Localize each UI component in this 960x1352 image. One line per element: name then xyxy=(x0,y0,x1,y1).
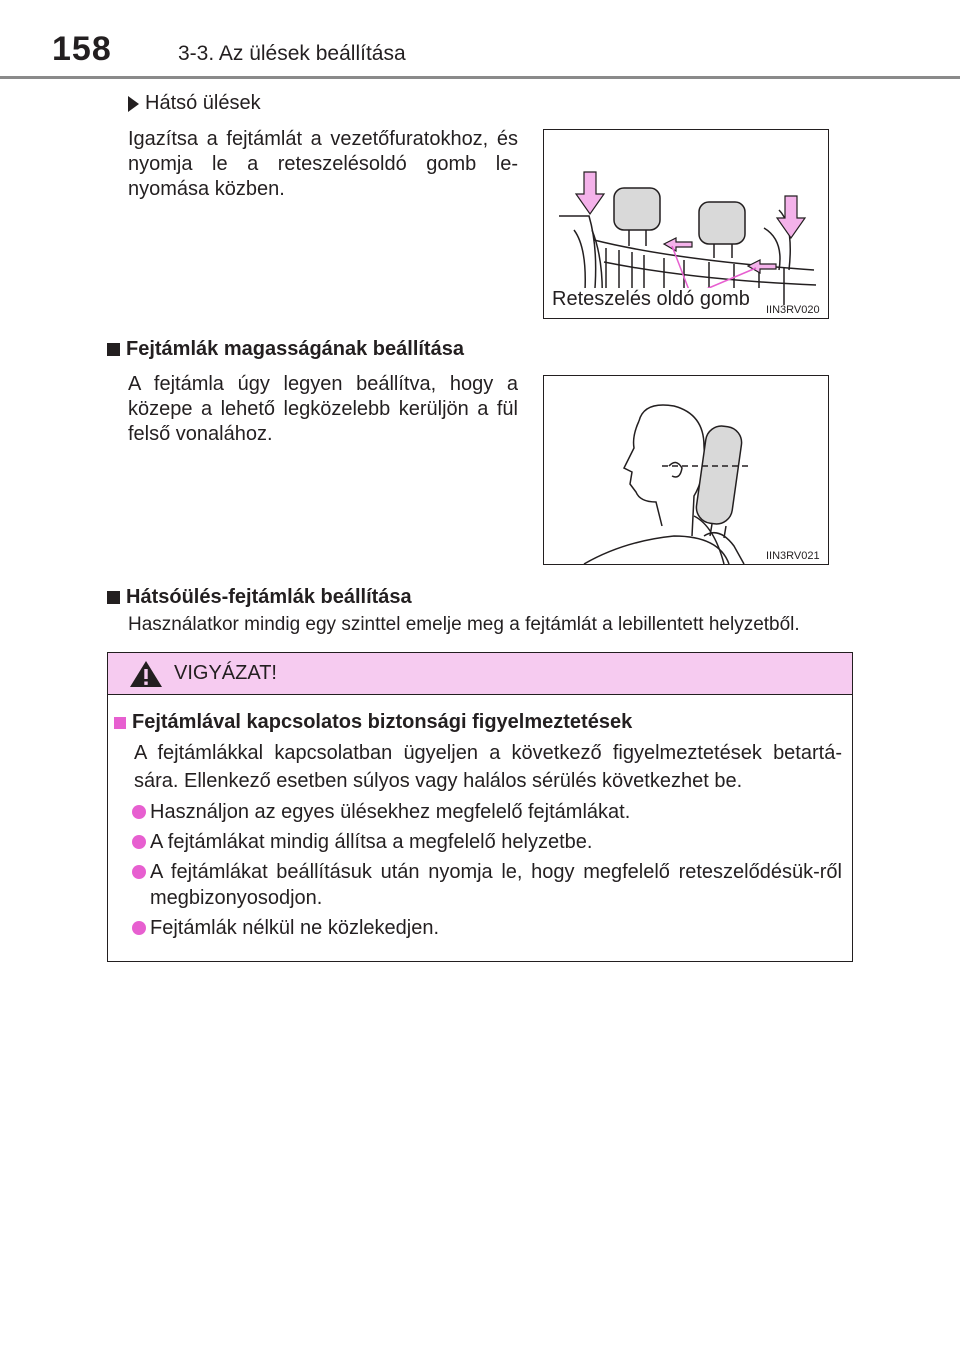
header-divider xyxy=(0,76,960,79)
caution-bullet xyxy=(132,829,842,855)
square-bullet-icon xyxy=(107,591,120,604)
height-adjust-heading xyxy=(107,338,464,361)
caution-heading xyxy=(114,711,632,734)
rear-headrest-text: Használatkor mindig egy szinttel emelje meg a fejtámlát a lebillentett helyzetből. xyxy=(128,614,800,635)
square-bullet-icon xyxy=(114,717,126,729)
bullet-dot-icon xyxy=(132,805,146,819)
square-bullet-icon xyxy=(107,343,120,356)
height-adjust-text: A fejtámla úgy legyen beállítva, hogy a közepe a lehető legközelebb kerüljön a fül felső vonalához. xyxy=(128,373,518,445)
section-title: 3-3. Az ülések beállítása xyxy=(178,42,406,65)
caution-title: VIGYÁZAT! xyxy=(174,662,277,684)
caution-bullet xyxy=(132,859,842,911)
rear-headrest-heading-text: Hátsóülés-fejtámlák beállítása xyxy=(126,586,412,608)
bullet-dot-icon xyxy=(132,865,146,879)
caution-bullet-text: Fejtámlák nélkül ne közlekedjen. xyxy=(150,917,440,939)
caution-box xyxy=(107,652,853,962)
warning-triangle-icon xyxy=(128,659,164,689)
caution-heading-text: Fejtámlával kapcsolatos biztonsági figyelmeztetések xyxy=(132,711,633,733)
triangle-bullet-icon xyxy=(128,96,139,112)
caution-intro: A fejtámlákkal kapcsolatban ügyeljen a következő figyelmeztetések betartá-sára. Ellenkező esetben súlyos vagy halálos sérülés következhet be. xyxy=(134,742,842,792)
figure-code: IIN3RV021 xyxy=(766,550,820,562)
page-number: 158 xyxy=(52,30,112,68)
bullet-dot-icon xyxy=(132,835,146,849)
bullet-dot-icon xyxy=(132,921,146,935)
rear-headrest-figure xyxy=(543,129,829,319)
rear-seats-text: Igazítsa a fejtámlát a vezetőfuratokhoz, és nyomja le a reteszelésoldó gomb le-nyomása közben. xyxy=(128,128,518,200)
head-position-figure xyxy=(543,375,829,565)
caution-header xyxy=(108,653,852,695)
caution-bullet-text: A fejtámlákat beállításuk után nyomja le, hogy megfelelő reteszelődésük-ről megbizonyosodjon. xyxy=(150,861,842,909)
figure-code: IIN3RV020 xyxy=(766,304,820,316)
rear-seats-label: Hátsó ülések xyxy=(145,92,261,114)
caution-bullet-text: Használjon az egyes ülésekhez megfelelő fejtámlákat. xyxy=(150,801,631,823)
release-button-caption: Reteszelés oldó gomb xyxy=(552,288,750,310)
caution-bullet xyxy=(132,915,842,941)
caution-bullet-text: A fejtámlákat mindig állítsa a megfelelő helyzetbe. xyxy=(150,831,593,853)
caution-bullet xyxy=(132,799,842,825)
rear-headrest-heading xyxy=(107,586,412,609)
head-and-headrest-illustration xyxy=(544,376,828,564)
height-adjust-heading-text: Fejtámlák magasságának beállítása xyxy=(126,338,464,360)
rear-seats-subheading xyxy=(128,92,261,115)
